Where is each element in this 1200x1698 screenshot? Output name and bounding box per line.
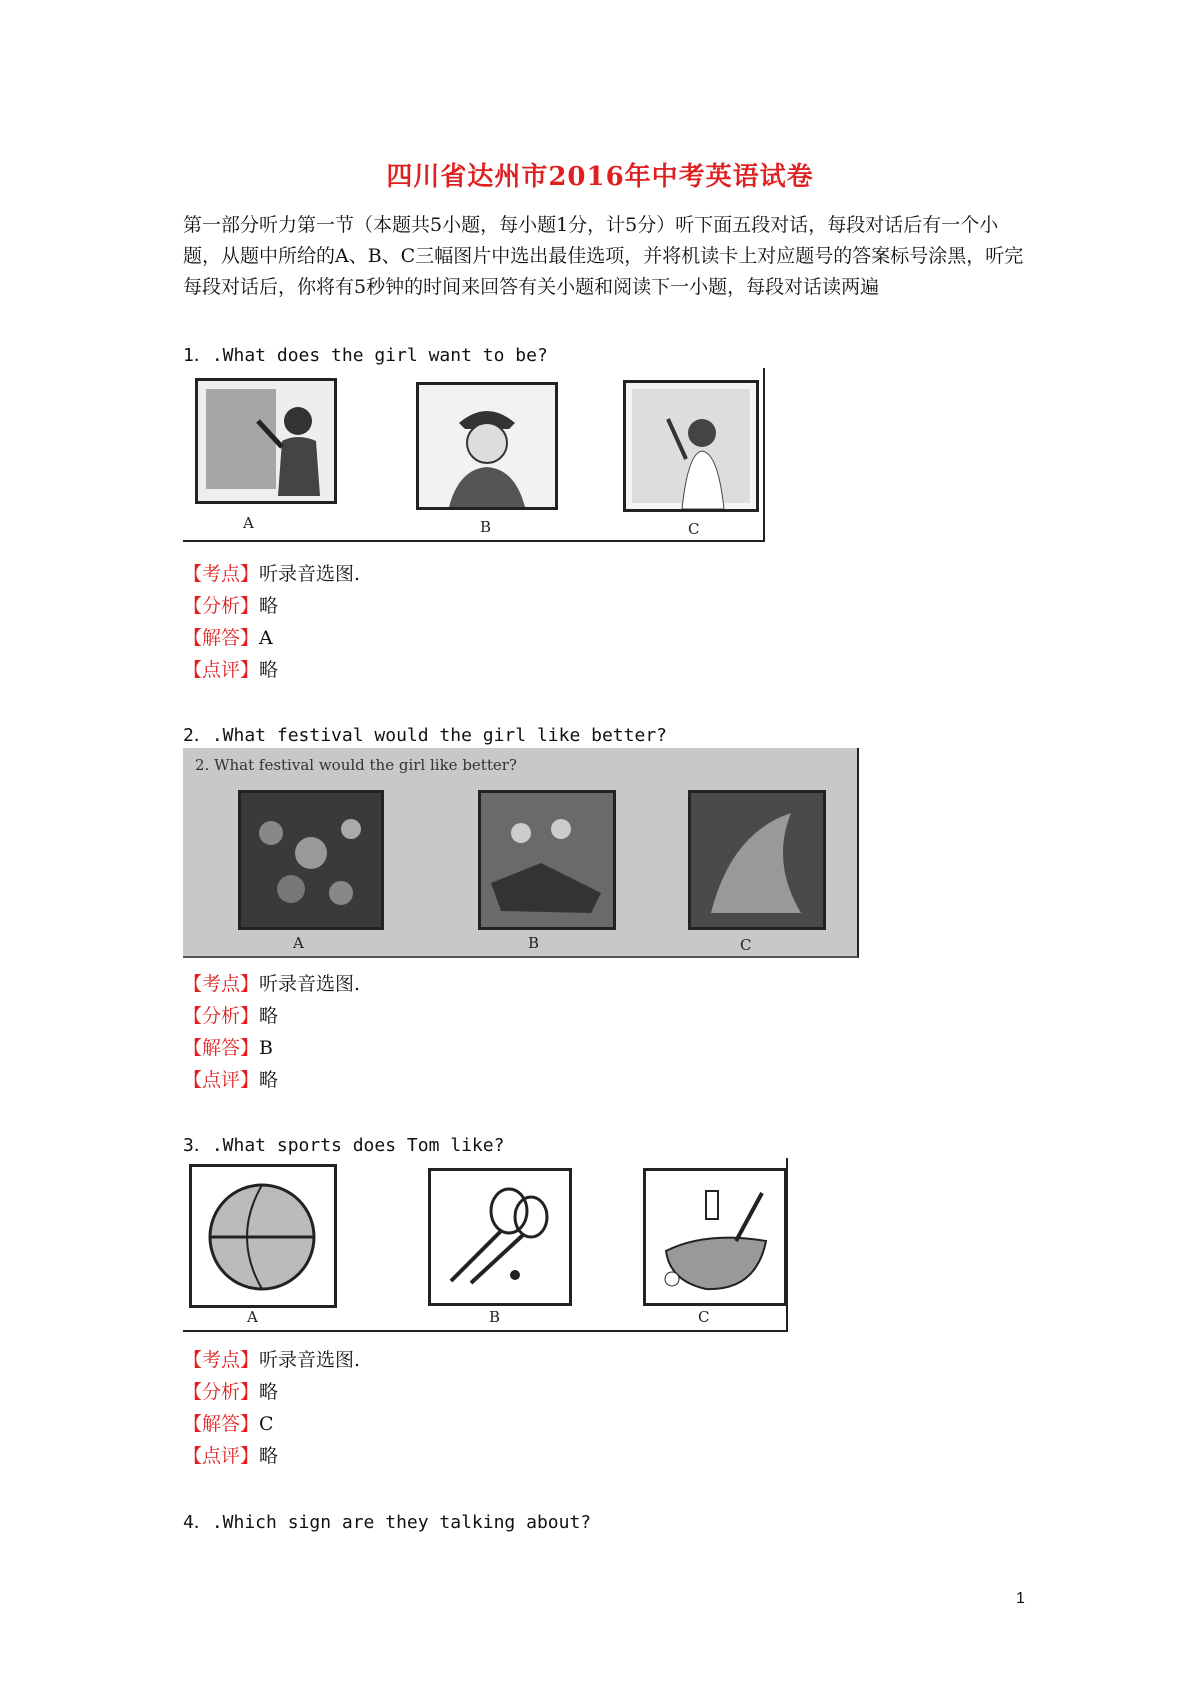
- option-label-a: A: [293, 934, 304, 952]
- question-1-answer-block: [183, 558, 360, 686]
- page-title: 四川省达州市2016年中考英语试卷: [386, 162, 814, 192]
- question-2-figure: [183, 748, 859, 958]
- question-1-text: 1．.What does the girl want to be?: [183, 345, 548, 366]
- jieda-label: 【解答】: [183, 1413, 260, 1435]
- question-3-answer-block: [183, 1344, 360, 1472]
- page-number: 1: [1016, 1590, 1025, 1607]
- listening-instructions: 第一部分听力第一节（本题共5小题，每小题1分，计5分）听下面五段对话，每段对话后有一个小题，从题中所给的A、B、C三幅图片中选出最佳选项，并将机读卡上对应题号的答案标号涂黑，听完每段对话后，你将有5秒钟的时间来回答有关小题和阅读下一小题，每段对话读两遍: [183, 214, 1024, 298]
- festival-a-picture: [238, 790, 384, 930]
- option-label-b: B: [489, 1308, 501, 1326]
- teacher-picture: [195, 378, 337, 504]
- kaodian-text: 听录音选图.: [259, 1349, 361, 1371]
- question-4-text: 4．.Which sign are they talking about?: [183, 1512, 592, 1533]
- dianping-label: 【点评】: [183, 1445, 260, 1467]
- dianping-text: 略: [259, 659, 279, 681]
- dianping-label: 【点评】: [183, 1069, 260, 1091]
- kaodian-label: 【考点】: [183, 973, 260, 995]
- option-label-c: C: [698, 1308, 710, 1326]
- badminton-picture: [428, 1168, 572, 1306]
- option-label-a: A: [247, 1308, 258, 1326]
- kaodian-label: 【考点】: [183, 1349, 260, 1371]
- fenxi-label: 【分析】: [183, 595, 260, 617]
- kaodian-text: 听录音选图.: [259, 973, 361, 995]
- fenxi-text: 略: [259, 1381, 279, 1403]
- dianping-text: 略: [259, 1445, 279, 1467]
- kaodian-text: 听录音选图.: [259, 563, 361, 585]
- jieda-text: A: [259, 627, 273, 649]
- basketball-picture: [189, 1164, 337, 1308]
- fenxi-label: 【分析】: [183, 1381, 260, 1403]
- dianping-text: 略: [259, 1069, 279, 1091]
- singer-picture: [623, 380, 759, 512]
- question-1-figure: [183, 368, 765, 542]
- question-2-figure-caption: 2. What festival would the girl like better?: [195, 756, 517, 774]
- question-2-answer-block: [183, 968, 360, 1096]
- question-3-text: 3．.What sports does Tom like?: [183, 1135, 505, 1156]
- dianping-label: 【点评】: [183, 659, 260, 681]
- jieda-text: C: [259, 1413, 274, 1435]
- fenxi-label: 【分析】: [183, 1005, 260, 1027]
- question-2-text: 2．.What festival would the girl like better?: [183, 725, 667, 746]
- festival-b-picture: [478, 790, 616, 930]
- option-label-a: A: [243, 514, 254, 532]
- festival-c-picture: [688, 790, 826, 930]
- table-tennis-picture: [643, 1168, 787, 1306]
- fenxi-text: 略: [259, 595, 279, 617]
- jieda-text: B: [259, 1037, 273, 1059]
- question-3-figure: [183, 1158, 788, 1332]
- option-label-c: C: [740, 936, 752, 954]
- kaodian-label: 【考点】: [183, 563, 260, 585]
- jieda-label: 【解答】: [183, 627, 260, 649]
- police-officer-picture: [416, 382, 558, 510]
- option-label-b: B: [480, 518, 492, 536]
- option-label-c: C: [688, 520, 700, 538]
- option-label-b: B: [528, 934, 540, 952]
- jieda-label: 【解答】: [183, 1037, 260, 1059]
- fenxi-text: 略: [259, 1005, 279, 1027]
